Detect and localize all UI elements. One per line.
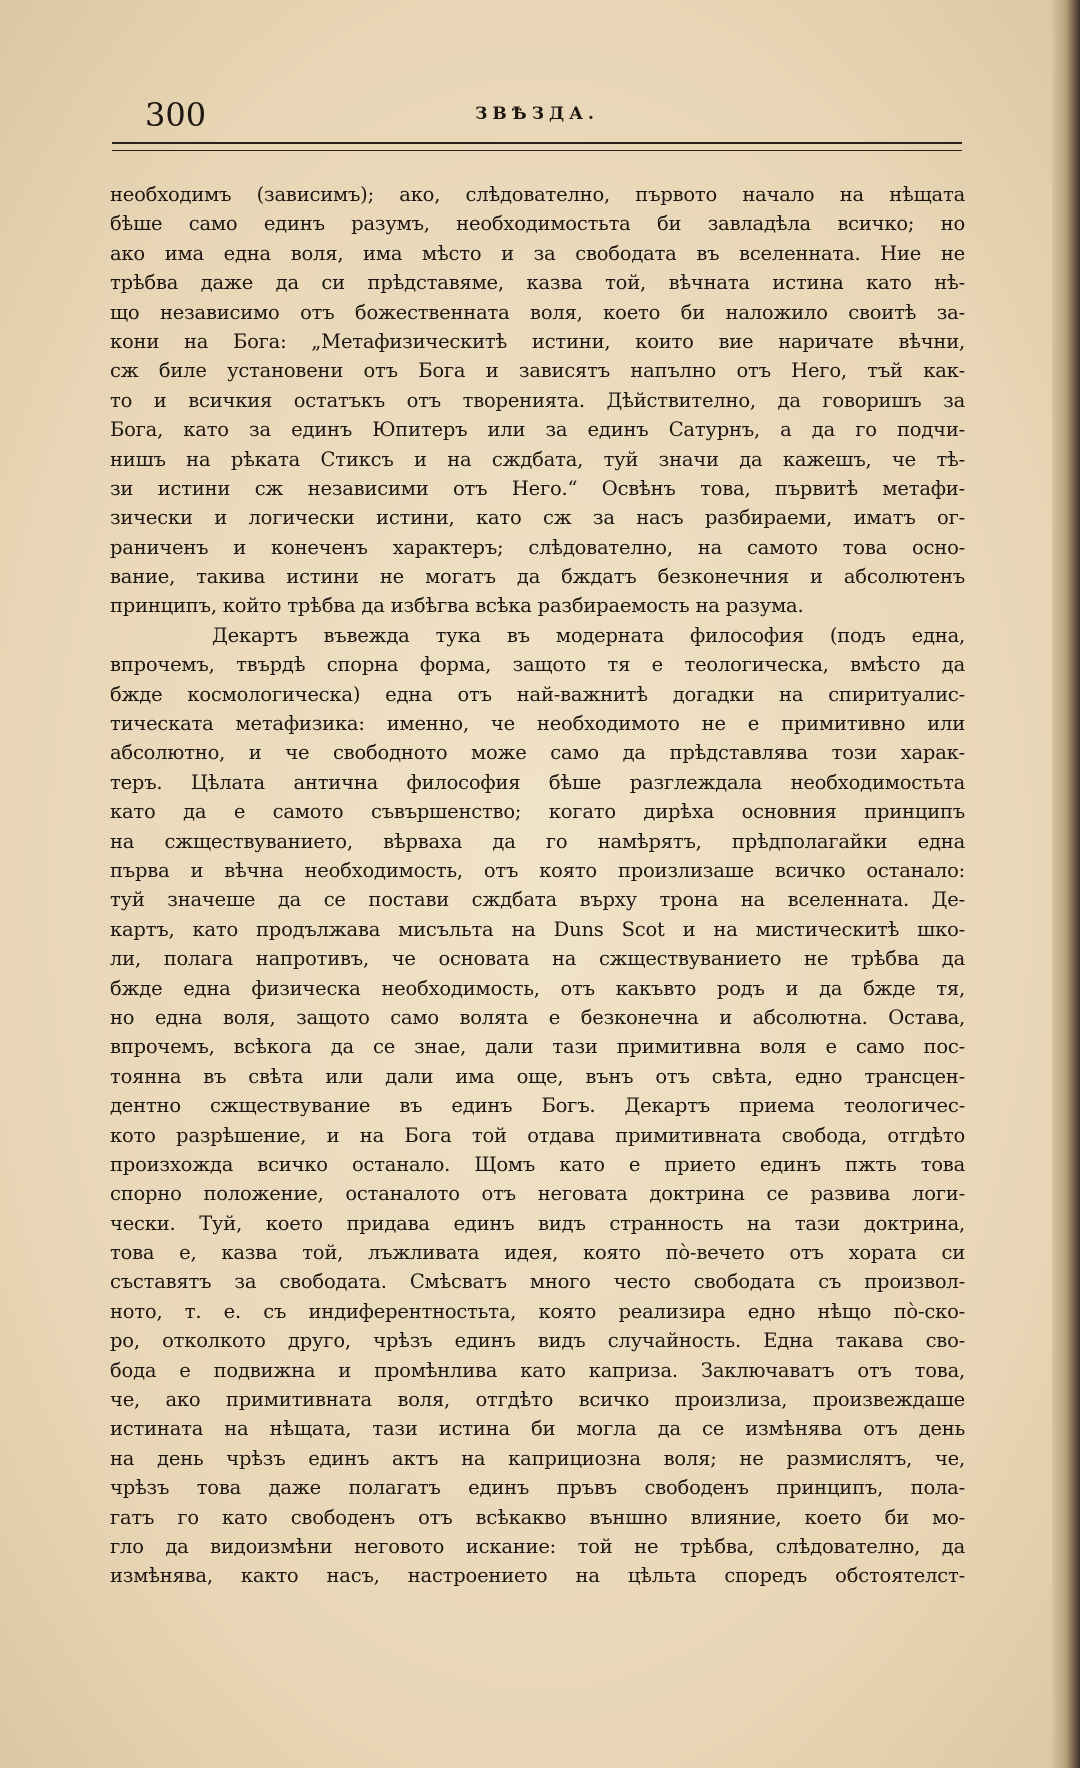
text-line: кони на Бога: „Метафизическитѣ истини, които вие наричате вѣчни, bbox=[110, 329, 965, 353]
text-line: що независимо отъ божественната воля, което би наложило своитѣ за- bbox=[110, 300, 965, 324]
text-line: ното, т. е. съ индиферентностьта, която реализира едно нѣщо пò-ско- bbox=[110, 1299, 965, 1323]
text-line: Бога, като за единъ Юпитеръ или за единъ Сатурнъ, а да го подчи- bbox=[110, 418, 965, 442]
text-line: това е, казва той, лъжливата идея, която пò-вечето отъ хората си bbox=[110, 1241, 965, 1265]
page-number: 300 bbox=[145, 96, 207, 134]
text-line: чески. Туй, което придава единъ видъ странность на тази доктрина, bbox=[110, 1211, 965, 1235]
header-rule-thin bbox=[112, 150, 962, 151]
page-header bbox=[112, 92, 962, 142]
text-line: впрочемъ, всѣкога да се знае, дали тази примитивна воля е само пос- bbox=[110, 1035, 965, 1059]
text-line: бжде космологическа) една отъ най-важнитѣ догадки на спиритуалис- bbox=[110, 682, 965, 706]
text-line: бжде една физическа необходимость, отъ какъвто родъ и да бжде тя, bbox=[110, 976, 965, 1000]
text-line: абсолютно, и че свободното може само да прѣдставлява този харак- bbox=[110, 741, 965, 765]
body-text bbox=[110, 180, 965, 1591]
text-line: на день чрѣзъ единъ актъ на каприциозна воля; не размислятъ, че, bbox=[110, 1446, 965, 1470]
text-line: че, ако примитивната воля, отгдѣто всичко произлиза, произвеждаше bbox=[110, 1388, 965, 1412]
text-line: трѣбва даже да си прѣдставяме, казва той, вѣчната истина като нѣ- bbox=[110, 271, 965, 295]
text-line: теръ. Цѣлата антична философия бѣше разглеждала необходимостьта bbox=[110, 770, 965, 794]
text-line: кото разрѣшение, и на Бога той отдава примитивната свобода, отгдѣто bbox=[110, 1123, 965, 1147]
text-line: зи истини сж независими отъ Него.“ Освѣнъ това, първитѣ метафи- bbox=[110, 476, 965, 500]
text-line: като да е самото съвършенство; когато дирѣха основния принципъ bbox=[110, 800, 965, 824]
text-line: произхожда всичко останало. Щомъ като е прието единъ пжть това bbox=[110, 1152, 965, 1176]
header-rule-thick bbox=[112, 142, 962, 144]
text-line: истината на нѣщата, тази истина би могла да се измѣнява отъ день bbox=[110, 1417, 965, 1441]
text-line: вание, такива истини не могатъ да бждатъ безконечния и абсолютенъ bbox=[110, 565, 965, 589]
text-line: нишъ на рѣката Стиксъ и на сждбата, туй значи да кажешъ, че тѣ- bbox=[110, 447, 965, 471]
text-line: първа и вѣчна необходимость, отъ която произлизаше всичко останало: bbox=[110, 858, 965, 882]
text-line: картъ, като продължава мисъльта на Duns Scot и на мистическитѣ шко- bbox=[110, 917, 965, 941]
text-line: ро, отколкото друго, чрѣзъ единъ видъ случайность. Една такава сво- bbox=[110, 1329, 965, 1353]
text-line: дентно сжществувание въ единъ Богъ. Декартъ приема теологичес- bbox=[110, 1094, 965, 1118]
text-line: то и всичкия остатъкъ отъ творенията. Дѣйствително, да говоришъ за bbox=[110, 388, 965, 412]
page-edge-shadow bbox=[1052, 0, 1080, 1768]
text-line: туй значеше да се постави сждбата върху трона на вселенната. Де- bbox=[110, 888, 965, 912]
text-line: ли, полага напротивъ, че основата на сжществуванието не трѣбва да bbox=[110, 947, 965, 971]
text-line: впрочемъ, твърдѣ спорна форма, защото тя е теологическа, вмѣсто да bbox=[110, 653, 965, 677]
text-line: принципъ, който трѣбва да избѣгва всѣка разбираемость на разума. bbox=[110, 594, 804, 618]
text-line: измѣнява, както насъ, настроението на цѣльта споредъ обстоятелст- bbox=[110, 1564, 965, 1588]
text-line: сж биле установени отъ Бога и зависятъ напълно отъ Него, тъй как- bbox=[110, 359, 965, 383]
text-line: спорно положение, останалото отъ неговата доктрина се развива логи- bbox=[110, 1182, 965, 1206]
text-line: бѣше само единъ разумъ, необходимостьта би завладѣла всичко; но bbox=[110, 212, 965, 236]
text-line: раниченъ и конеченъ характеръ; слѣдователно, на самото това осно- bbox=[110, 535, 965, 559]
text-line: съставятъ за свободата. Смѣсватъ много често свободата съ произвол- bbox=[110, 1270, 965, 1294]
text-line: гатъ го като свободенъ отъ всѣкакво външно влияние, което би мо- bbox=[110, 1505, 965, 1529]
text-line: тическата метафизика: именно, че необходимото не е примитивно или bbox=[110, 712, 965, 736]
text-line: необходимъ (зависимъ); ако, слѣдователно, първото начало на нѣщата bbox=[110, 183, 965, 206]
text-line: на сжществуванието, вѣрваха да го намѣрятъ, прѣдполагайки една bbox=[110, 829, 965, 853]
text-line: бода е подвижна и промѣнлива като каприза. Заключаватъ отъ това, bbox=[110, 1358, 965, 1382]
text-line: гло да видоизмѣни неговото искание: той не трѣбва, слѣдователно, да bbox=[110, 1534, 965, 1558]
text-line: зически и логически истини, като сж за насъ разбираеми, иматъ ог- bbox=[110, 506, 965, 530]
text-line: Декартъ въвежда тука въ модерната философия (подъ една, bbox=[212, 623, 965, 647]
text-line: чрѣзъ това даже полагатъ единъ пръвъ свободенъ принципъ, пола- bbox=[110, 1476, 965, 1500]
text-line: тоянна въ свѣта или дали има още, вънъ отъ свѣта, едно трансцен- bbox=[110, 1064, 965, 1088]
running-title: ЗВѢЗДА. bbox=[475, 104, 599, 124]
text-line: но една воля, защото само волята е безконечна и абсолютна. Остава, bbox=[110, 1005, 965, 1029]
text-line: ако има една воля, има мѣсто и за свободата въ вселенната. Ние не bbox=[110, 241, 965, 265]
